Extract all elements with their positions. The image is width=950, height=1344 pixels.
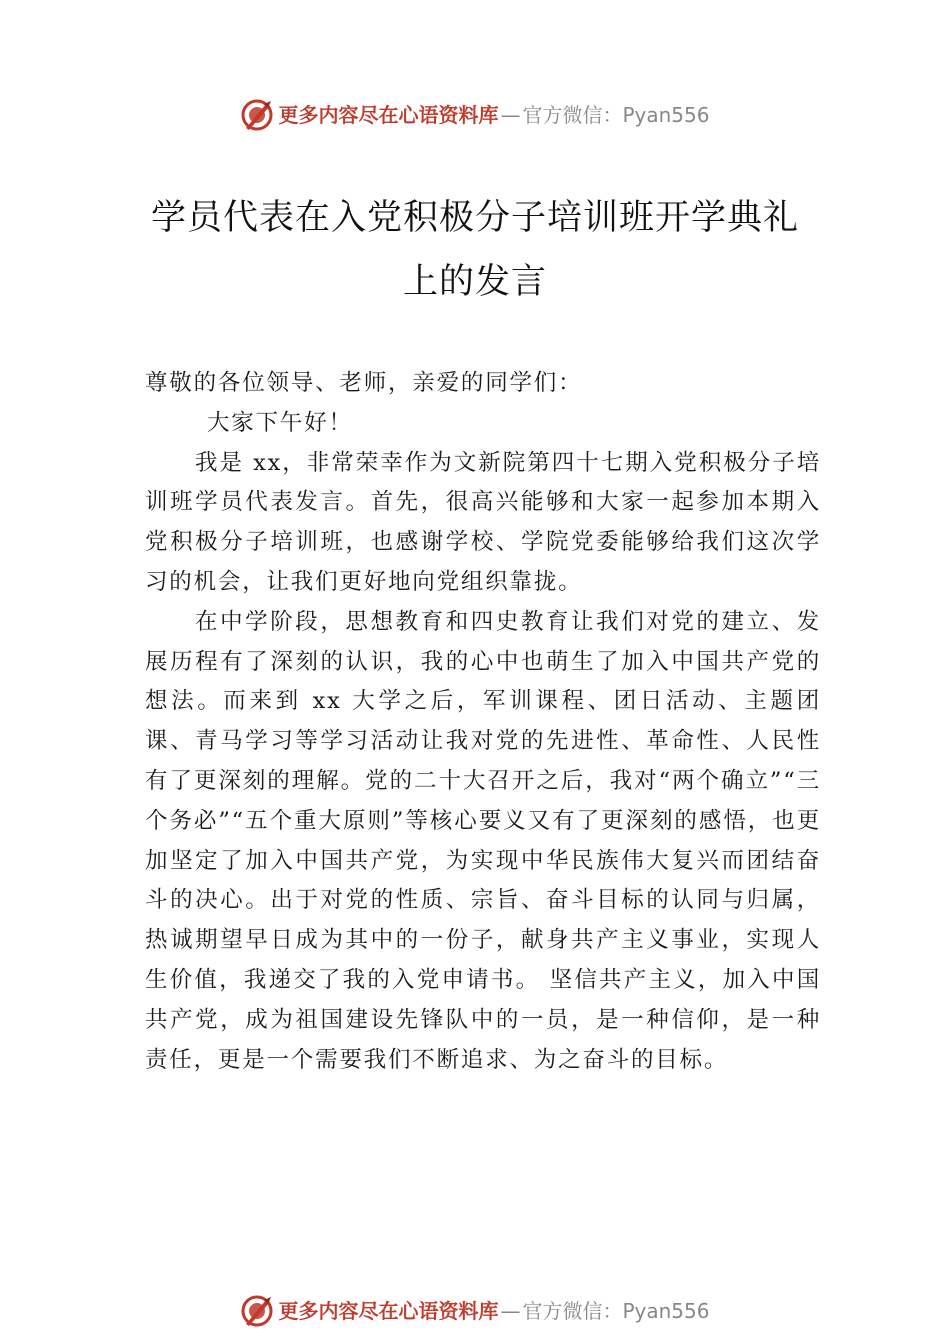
body-paragraph: 在中学阶段，思想教育和四史教育让我们对党的建立、发展历程有了深刻的认识，我的心中也萌生了加入中国共产党的想法。而来到 xx 大学之后，军训课程、团日活动、主题团课、青马学习等学习活动让我对党的先进性、革命性、人民性有了更深刻的理解。党的二十大召开之后，我对“两个确立”“三个务必”“五个重大原则”等核心要义又有了更深刻的感悟，也更加坚定了加入中国共产党，为实现中华民族伟大复兴而团结奋斗的决心。出于对党的性质、宗旨、奋斗目标的认同与归属，热诚期望早日成为其中的一份子，献身共产主义事业，实现人生价值，我递交了我的入党申请书。 坚信共产主义，加入中国共产党，成为祖国建设先锋队中的一员，是一种信仰，是一种责任，更是一个需要我们不断追求、为之奋斗的目标。 (145, 608, 821, 1073)
watermark-brand: 更多内容尽在心语资料库 (278, 1299, 499, 1323)
salutation: 尊敬的各位领导、老师，亲爱的同学们： (145, 370, 583, 396)
watermark-brand: 更多内容尽在心语资料库 (278, 103, 499, 127)
body-paragraph: 我是 xx，非常荣幸作为文新院第四十七期入党积极分子培训班学员代表发言。首先，很高兴能够和大家一起参加本期入党积极分子培训班，也感谢学校、学院党委能够给我们这次学习的机会，让我们更好地向党组织靠拢。 (145, 449, 821, 595)
watermark-contact: 官方微信：Pyan556 (522, 1299, 710, 1323)
quill-pen-seal-icon (240, 1294, 274, 1328)
title-line-2: 上的发言 (402, 262, 547, 302)
document-title (100, 186, 850, 314)
title-line-1: 学员代表在入党积极分子培训班开学典礼 (150, 198, 799, 238)
greeting: 大家下午好！ (207, 409, 353, 436)
watermark-separator: — (500, 103, 521, 127)
header-watermark (0, 98, 950, 132)
quill-pen-seal-icon (240, 98, 274, 132)
document-body (145, 364, 821, 1080)
footer-watermark (0, 1294, 950, 1328)
watermark-contact: 官方微信：Pyan556 (522, 103, 710, 127)
watermark-separator: — (500, 1299, 521, 1323)
